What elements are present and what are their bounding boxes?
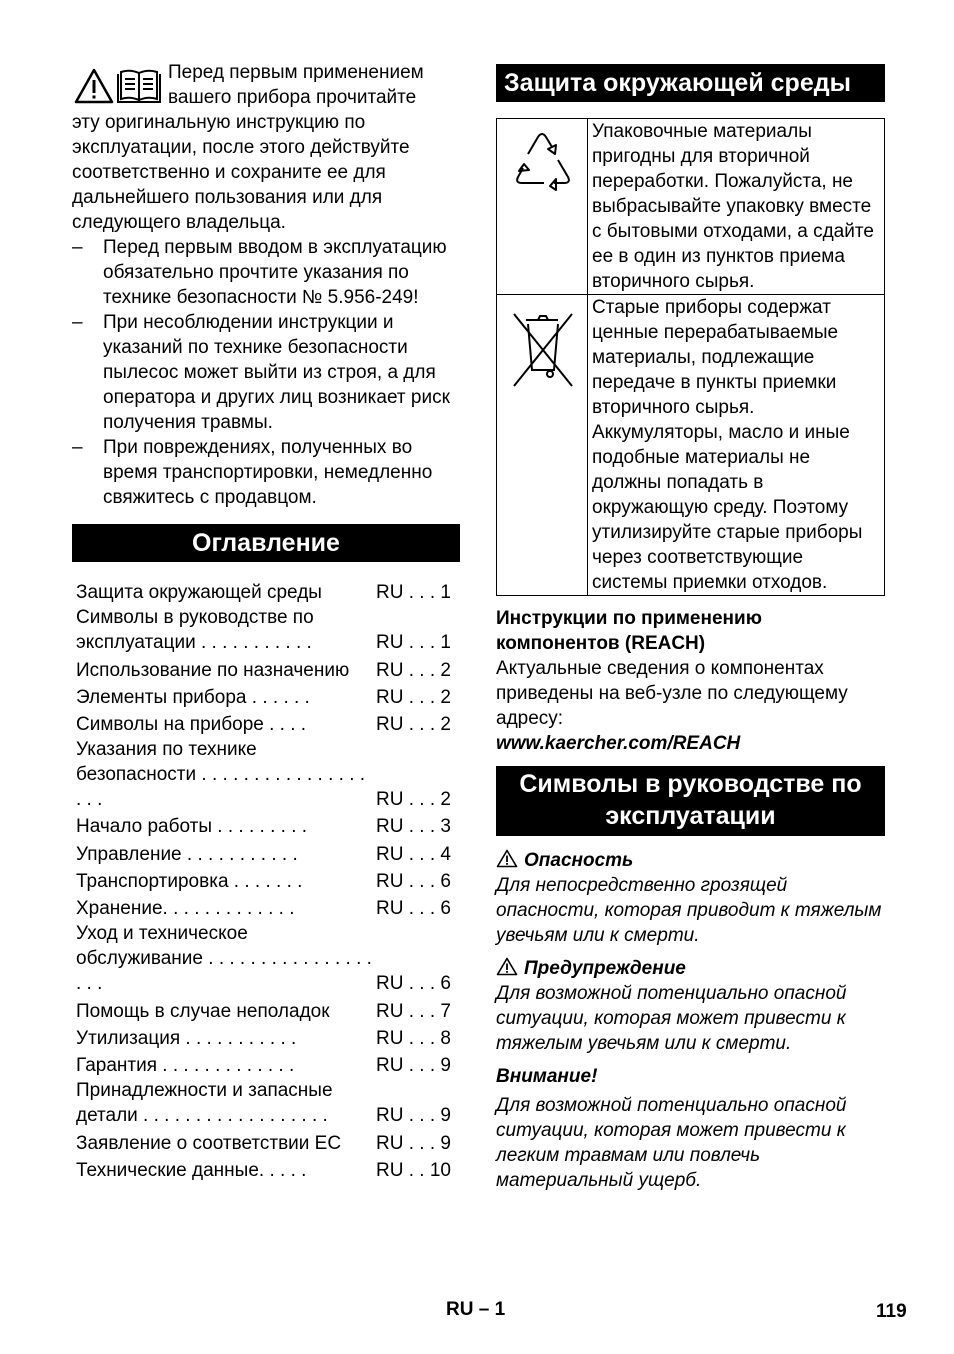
toc-row[interactable] [76, 605, 460, 655]
intro-icons [74, 68, 164, 104]
toc-row[interactable] [76, 655, 460, 682]
toc-page: RU . . . 2 [376, 789, 451, 811]
table-of-contents [72, 578, 460, 1183]
text-cell [588, 119, 885, 295]
toc-row[interactable] [76, 812, 460, 839]
toc-page: RU . . . 7 [376, 1000, 451, 1022]
toc-row[interactable] [76, 1128, 460, 1155]
reach-title: Инструкции по применению компонентов (REACH) [496, 608, 762, 654]
warning-triangle-icon [76, 70, 112, 102]
toc-page: RU . . . 6 [376, 973, 451, 995]
warning-label-row [496, 956, 885, 981]
reach-link[interactable]: www.kaercher.com/REACH [496, 733, 741, 754]
toc-title: Помощь в случае неполадок [76, 1000, 330, 1022]
warning-label: Предупреждение [524, 958, 686, 979]
warning-text: Для возможной потенциально опасной ситуации, которая может привести к тяжелым увечьям или к смерти. [496, 983, 847, 1054]
reach-body: Актуальные сведения о компонентах приведены на веб-узле по следующему адресу: [496, 658, 848, 729]
text-cell [588, 295, 885, 596]
page-number: 119 [876, 1301, 907, 1322]
table-row [497, 295, 885, 596]
toc-row[interactable] [76, 996, 460, 1023]
toc-page: RU . . . 1 [376, 582, 451, 604]
toc-page: RU . . . 9 [376, 1055, 451, 1077]
toc-title: Гарантия . . . . . . . . . . . . . [76, 1055, 295, 1077]
toc-title: Управление . . . . . . . . . . . [76, 843, 298, 865]
right-column [496, 64, 885, 1193]
toc-title: Уход и техническое обслуживание . . . . . . . . . . . . . . . . . . . [76, 923, 372, 995]
intro-head-text: Перед первым применением вашего прибора прочитайте [168, 62, 424, 108]
toc-page: RU . . . 2 [376, 714, 451, 736]
toc-row[interactable] [76, 737, 460, 812]
toc-page: RU . . . 9 [376, 1105, 451, 1127]
toc-row[interactable] [76, 1024, 460, 1051]
toc-row[interactable] [76, 839, 460, 866]
manual-book-icon [118, 71, 160, 102]
warning-triangle-icon [496, 957, 518, 976]
batteries-text: Аккумуляторы, масло и иные подобные материалы не должны попадать в окружающую среду. Поэтому утилизируйте старые приборы через соответствующие системы приемки отходов. [592, 422, 863, 593]
toc-title: Символы на приборе . . . . [76, 714, 307, 736]
list-item: – При повреждениях, полученных во время транспортировки, немедленно свяжитесь с продавцом. [72, 435, 460, 510]
toc-page: RU . . . 6 [376, 898, 451, 920]
table-row [497, 119, 885, 295]
toc-row[interactable] [76, 710, 460, 737]
toc-row[interactable] [76, 921, 460, 996]
toc-page: RU . . 10 [376, 1159, 451, 1181]
intro-body-text: эту оригинальную инструкцию по эксплуатации, после этого действуйте соответственно и сохраните ее для дальнейшего пользования или для следующего владельца. [72, 112, 410, 233]
toc-title: Защита окружающей среды [76, 582, 322, 604]
icon-cell [497, 119, 588, 295]
toc-row[interactable] [76, 578, 460, 605]
toc-page: RU . . . 8 [376, 1027, 451, 1049]
left-column [72, 60, 460, 1183]
danger-label-row [496, 848, 885, 873]
toc-page: RU . . . 3 [376, 816, 451, 838]
toc-heading: Оглавление [72, 524, 460, 562]
toc-page: RU . . . 2 [376, 686, 451, 708]
toc-page: RU . . . 1 [376, 632, 451, 654]
toc-title: Хранение. . . . . . . . . . . . . [76, 898, 295, 920]
toc-title: Использование по назначению [76, 659, 350, 681]
toc-title: Технические данные. . . . . [76, 1159, 307, 1181]
toc-page: RU . . . 2 [376, 659, 451, 681]
warning-triangle-icon [496, 849, 518, 868]
crossed-out-bin-icon [498, 296, 586, 396]
toc-title: Заявление о соответствии ЕС [76, 1132, 342, 1154]
toc-row[interactable] [76, 894, 460, 921]
danger-label: Опасность [524, 850, 634, 871]
caution-label: Внимание! [496, 1066, 598, 1087]
icon-cell [497, 295, 588, 596]
recycling-text: Упаковочные материалы пригодны для вторичной переработки. Пожалуйста, не выбрасывайте упаковку вместе с бытовыми отходами, а сдайте ее в один из пунктов приема вторичного сырья. [592, 121, 874, 292]
toc-title: Принадлежности и запасные детали . . . . . . . . . . . . . . . . . . [76, 1080, 333, 1127]
list-item: – Перед первым вводом в эксплуатацию обязательно прочтите указания по технике безопасности № 5.956-249! [72, 235, 460, 310]
toc-page: RU . . . 6 [376, 871, 451, 893]
old-devices-text: Старые приборы содержат ценные перерабатываемые материалы, подлежащие передаче в пункты приемки вторичного сырья. [592, 297, 839, 418]
symbols-heading: Символы в руководстве по эксплуатации [496, 766, 885, 836]
caution-text: Для возможной потенциально опасной ситуации, которая может привести к легким травмам или повлечь материальный ущерб. [496, 1095, 847, 1191]
toc-title: Элементы прибора . . . . . . [76, 686, 310, 708]
toc-title: Символы в руководстве по эксплуатации . . . . . . . . . . . [76, 607, 314, 654]
intro-block [72, 60, 460, 510]
toc-title: Начало работы . . . . . . . . . [76, 816, 308, 838]
toc-page: RU . . . 9 [376, 1132, 451, 1154]
toc-page: RU . . . 4 [376, 843, 451, 865]
toc-title: Транспортировка . . . . . . . [76, 871, 303, 893]
recycling-icon [498, 120, 586, 220]
environment-table [496, 118, 885, 596]
environment-heading: Защита окружающей среды [496, 64, 885, 102]
toc-row[interactable] [76, 1156, 460, 1183]
toc-title: Указания по технике безопасности . . . . . . . . . . . . . . . . . . . [76, 739, 366, 811]
danger-text: Для непосредственно грозящей опасности, которая приводит к тяжелым увечьям или к смерти. [496, 875, 882, 946]
toc-row[interactable] [76, 867, 460, 894]
toc-row[interactable] [76, 1078, 460, 1128]
intro-bullet-list [72, 235, 460, 510]
footer-section: RU – 1 [446, 1299, 506, 1320]
toc-title: Утилизация . . . . . . . . . . . [76, 1027, 297, 1049]
toc-row[interactable] [76, 683, 460, 710]
toc-row[interactable] [76, 1051, 460, 1078]
list-item: – При несоблюдении инструкции и указаний по технике безопасности пылесос может выйти из строя, а для оператора и других лиц возникает риск получения травмы. [72, 310, 460, 435]
